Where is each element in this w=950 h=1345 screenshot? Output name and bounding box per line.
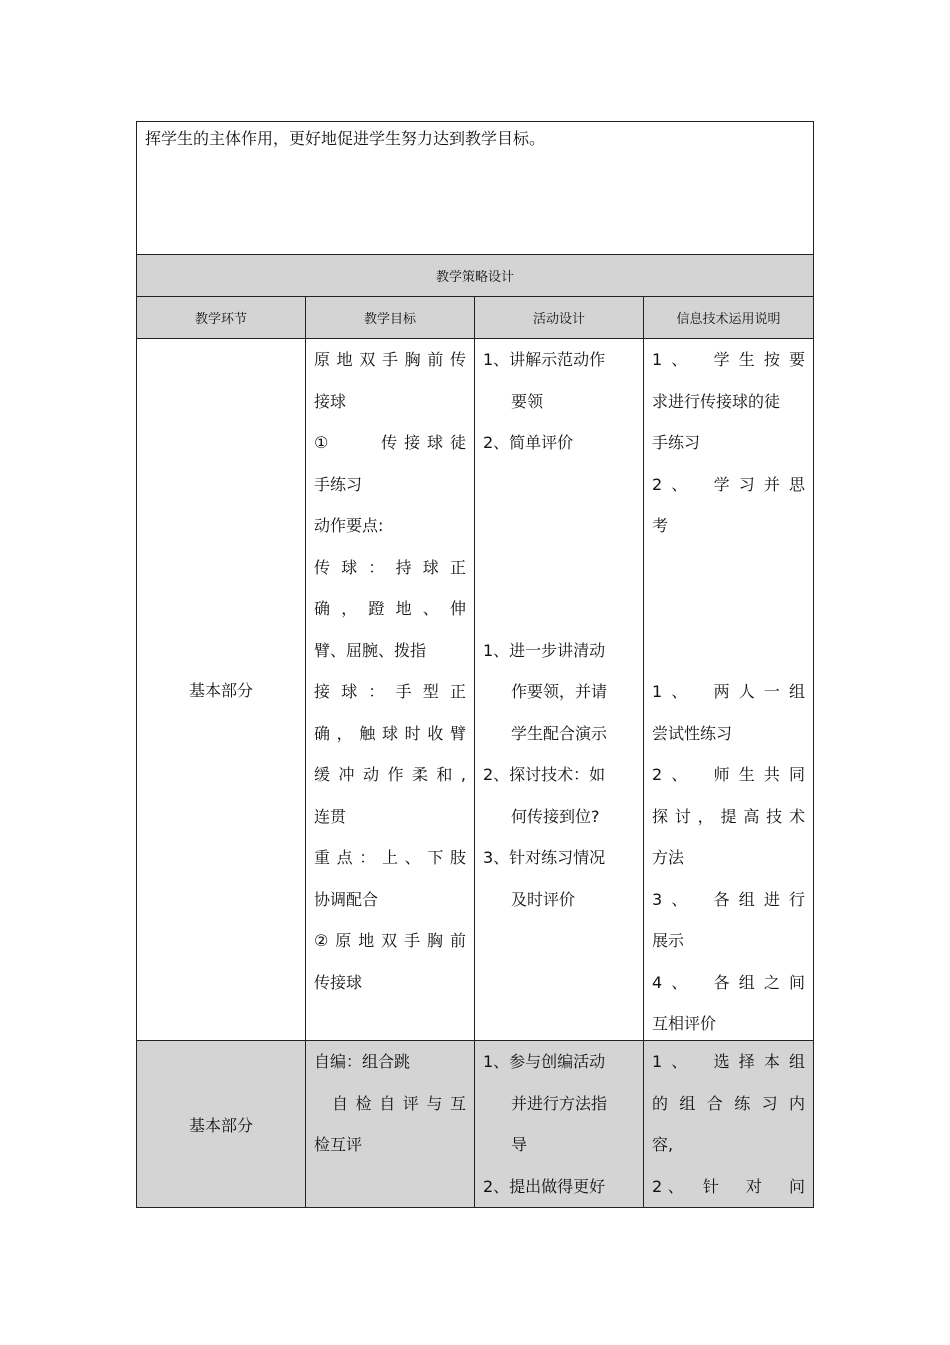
goal-line: 确，触球时收臂: [314, 723, 466, 743]
activity-line: 1、讲解示范动作: [483, 350, 606, 369]
it-line: 互相评价: [652, 1014, 717, 1033]
column-header-activities: 活动设计: [474, 296, 644, 339]
it-line: 1、 选择本组: [652, 1052, 805, 1071]
goal-line: 接球: [314, 391, 347, 411]
activity-line: 并进行方法指: [511, 1093, 608, 1113]
activity-line: 2、简单评价: [483, 433, 574, 452]
goal-line: 原地双手胸前传: [314, 350, 466, 369]
goal-line: 传接球: [314, 972, 363, 992]
row2-it-usage-cell: [643, 1040, 814, 1208]
it-line: 方法: [652, 848, 685, 867]
goal-line: ① 传接球徒: [314, 433, 466, 452]
goal-line: 手练习: [314, 474, 363, 494]
it-line: 探讨，提高技术: [652, 806, 805, 826]
activity-line: 导: [511, 1135, 528, 1154]
activity-line: 2、探讨技术：如: [483, 765, 606, 784]
it-line: 2、 师生共同: [652, 765, 805, 784]
activity-line: 1、进一步讲清动: [483, 640, 606, 660]
row2-goals-cell: [305, 1040, 475, 1208]
activity-line: 要领: [511, 391, 544, 411]
column-header-it-usage: 信息技术运用说明: [643, 296, 814, 339]
activity-line: 1、参与创编活动: [483, 1052, 606, 1071]
intro-cell: [136, 121, 814, 255]
it-line: 1、 两人一组: [652, 682, 805, 701]
it-line: 4、 各组之间: [652, 972, 805, 992]
column-header-stage: 教学环节: [136, 296, 306, 339]
strategy-title: 教学策略设计: [136, 254, 814, 297]
goal-line: 检互评: [314, 1135, 363, 1154]
row2-activities-cell: [474, 1040, 644, 1208]
it-line: 2、 学习并思: [652, 474, 805, 494]
goal-line: 自检自评与互: [332, 1093, 466, 1113]
it-line: 的组合练习内: [652, 1093, 805, 1113]
goal-line: 自编：组合跳: [314, 1052, 411, 1071]
it-line: 尝试性练习: [652, 723, 733, 743]
goal-line: 传球：持球正: [314, 557, 466, 577]
activity-line: 2、提出做得更好: [483, 1176, 606, 1196]
goal-line: ②原地双手胸前: [314, 931, 466, 950]
it-line: 1、 学生按要: [652, 350, 805, 369]
row1-goals-cell: [305, 338, 475, 1041]
goal-line: 协调配合: [314, 889, 379, 909]
goal-line: 连贯: [314, 806, 347, 826]
it-line: 展示: [652, 931, 685, 950]
row1-activities-cell: [474, 338, 644, 1041]
activity-line: 何传接到位?: [511, 806, 600, 826]
goal-line: 缓冲动作柔和,: [314, 765, 466, 784]
it-line: 3、 各组进行: [652, 889, 805, 909]
lesson-plan-document: [136, 121, 814, 1208]
it-line: 求进行传接球的徒: [652, 391, 781, 411]
goal-line: 接球：手型正: [314, 682, 466, 701]
goal-line: 重点：上、下肢: [314, 848, 466, 867]
goal-line: 臂、屈腕、拨指: [314, 640, 427, 660]
activity-line: 及时评价: [511, 889, 576, 909]
it-line: 考: [652, 516, 669, 535]
column-header-goals: 教学目标: [305, 296, 475, 339]
it-line: 2、 针 对 问: [652, 1176, 805, 1196]
row2-section-label: 基本部分: [136, 1040, 306, 1208]
goal-line: 确，蹬地、伸: [314, 599, 466, 618]
it-line: 容,: [652, 1135, 674, 1154]
intro-text: 挥学生的主体作用，更好地促进学生努力达到教学目标。: [145, 129, 546, 148]
activity-line: 作要领，并请: [511, 682, 608, 701]
goal-line: 动作要点:: [314, 516, 384, 535]
activity-line: 学生配合演示: [511, 723, 608, 743]
activity-line: 3、针对练习情况: [483, 848, 606, 867]
it-line: 手练习: [652, 433, 701, 452]
row1-section-label: 基本部分: [136, 338, 306, 1041]
row1-it-usage-cell: [643, 338, 814, 1041]
